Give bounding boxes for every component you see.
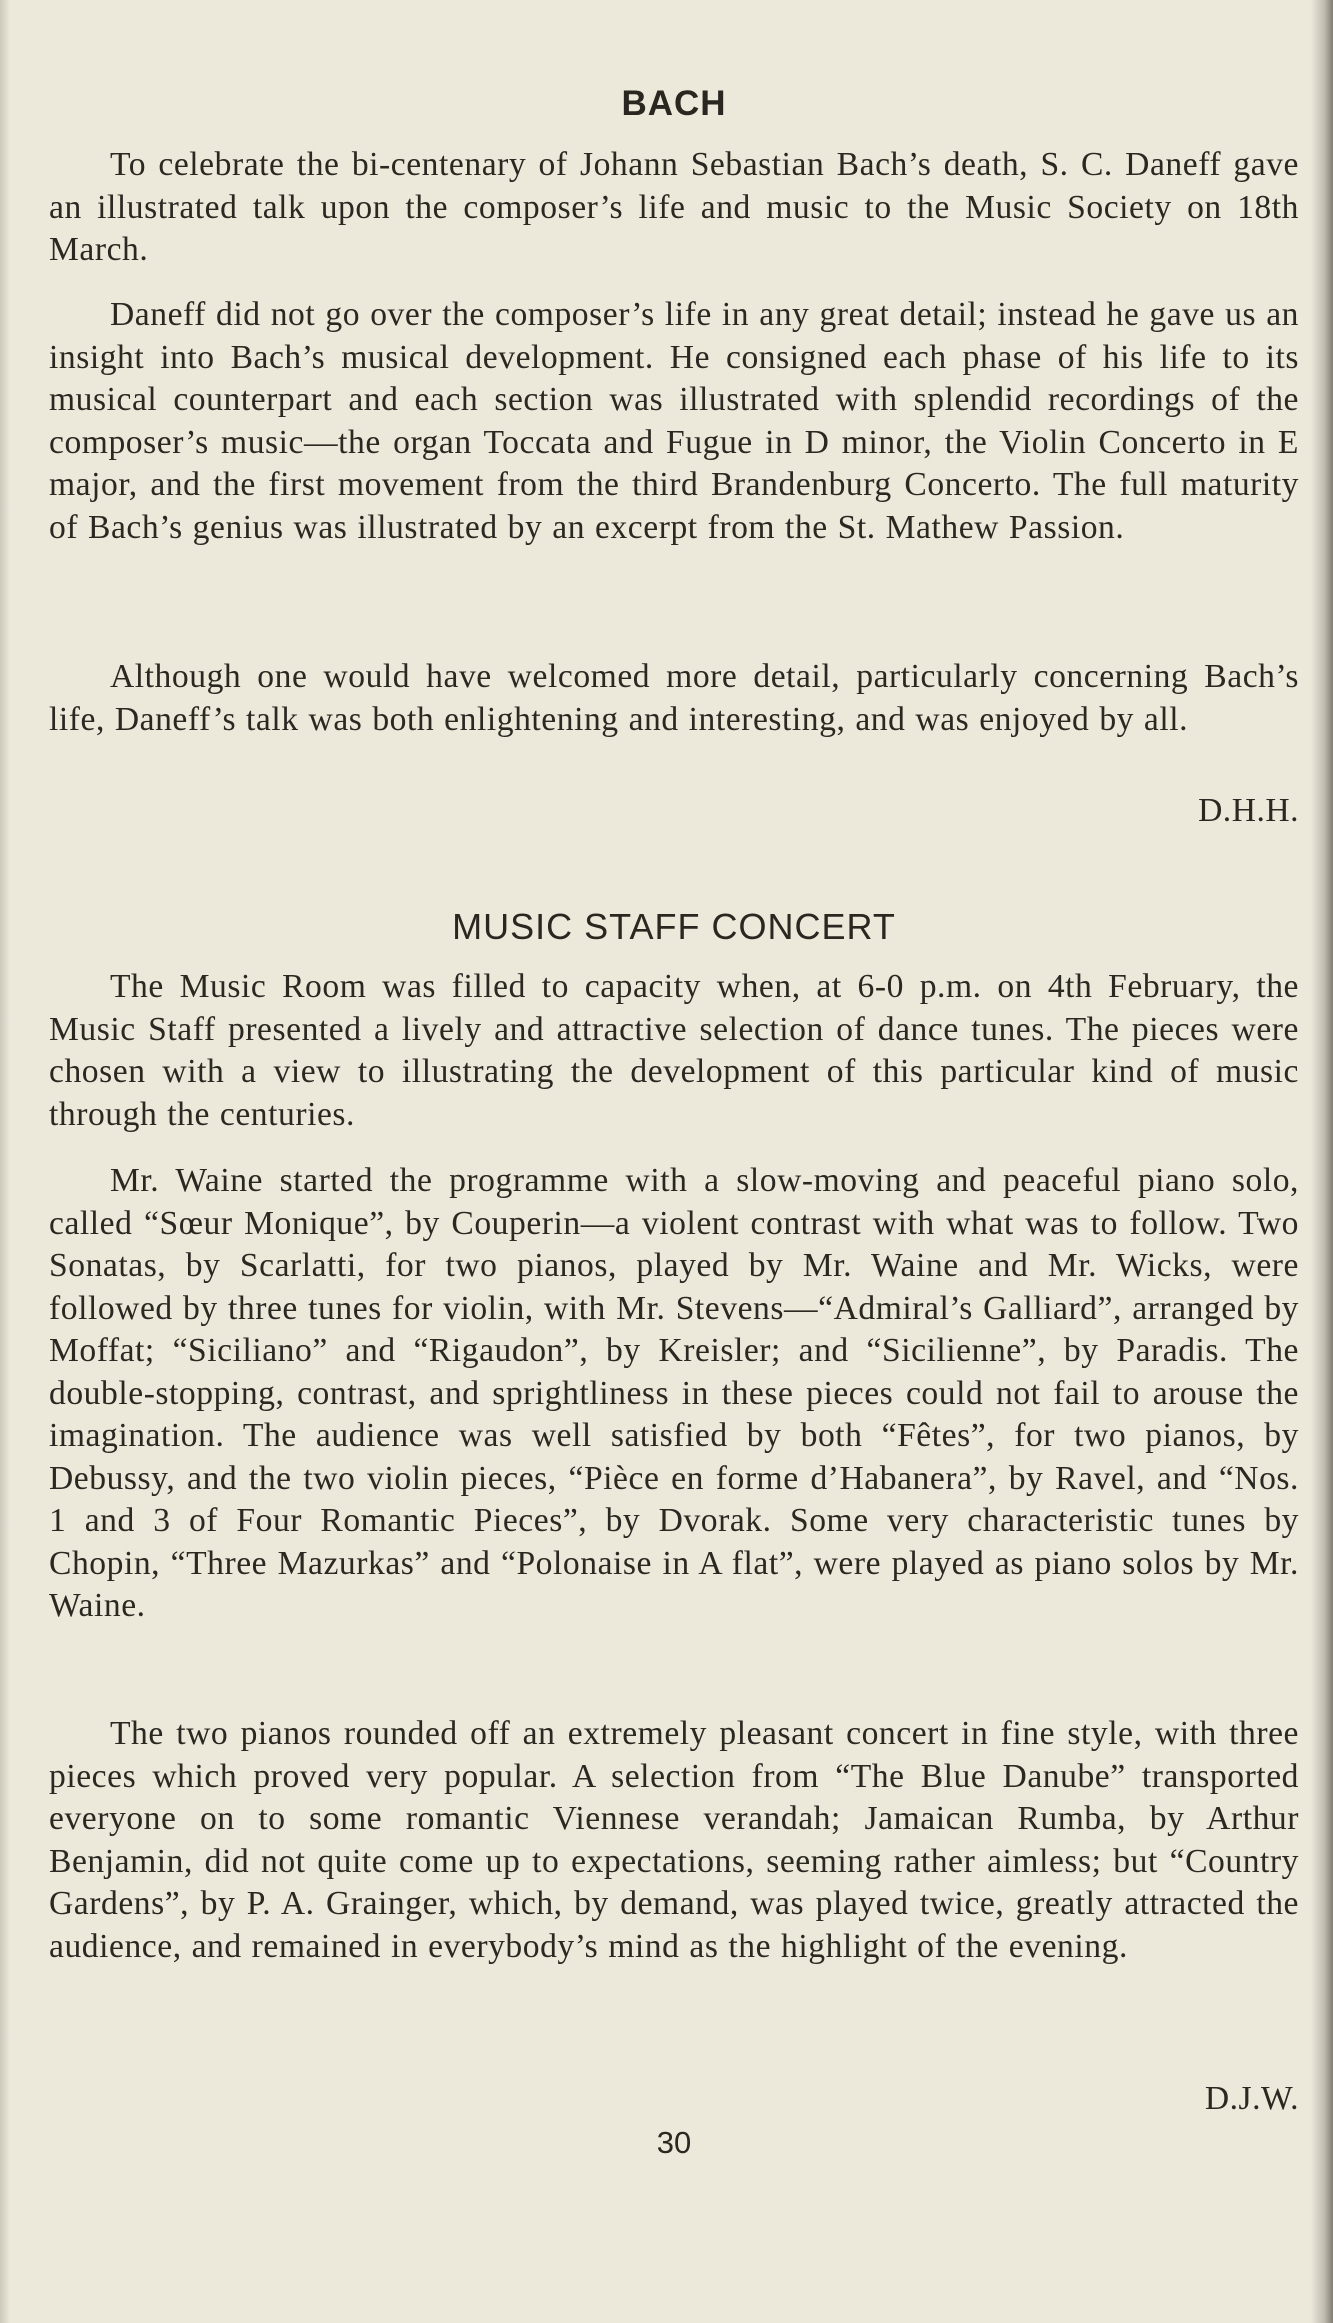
section-title-bach: BACH xyxy=(621,84,727,123)
concert-paragraph-2: Mr. Waine started the programme with a slow-moving and peaceful piano solo, called “Sœur Monique”, by Couperin—a violent contrast with what was to follow. Two Sonatas, by Scarlatti, for two pianos, played by Mr. Waine and Mr. Wicks, were followed by three tunes for violin, with Mr. Stevens—“Admiral’s Galliard”, arranged by Moffat; “Siciliano” and “Rigaudon”, by Kreisler; and “Sicilienne”, by Paradis. The double-stopping, contrast, and sprightliness in these pieces could not fail to arouse the imagination. The audience was well satisfied by both “Fêtes”, for two pianos, by Debussy, and the two violin pieces, “Pièce en forme d’Habanera”, by Ravel, and “Nos. 1 and 3 of Four Romantic Pieces”, by Dvorak. Some very characteristic tunes by Chopin, “Three Mazurkas” and “Polonaise in A flat”, were played as piano solos by Mr. Waine. xyxy=(49,1162,1299,1624)
concert-paragraph-3: The two pianos rounded off an extremely pleasant concert in fine style, with three pieces which proved very popular. A selection from “The Blue Danube” transported everyone on to some romantic Viennese verandah; Jamaican Rumba, by Arthur Benjamin, did not quite come up to expectations, seeming rather aimless; but “Country Gardens”, by P. A. Grainger, which, by demand, was played twice, greatly attracted the audience, and remained in everybody’s mind as the highlight of the evening. xyxy=(49,1715,1299,1965)
concert-paragraph-1: The Music Room was filled to capacity when, at 6-0 p.m. on 4th February, the Music Staff presented a lively and attractive selection of dance tunes. The pieces were chosen with a view to illustrating the development of this particular kind of music through the centuries. xyxy=(49,968,1299,1133)
concert-signature: D.J.W. xyxy=(1204,2080,1299,2117)
page-edge-left xyxy=(0,0,10,2323)
page-edge-right xyxy=(1311,0,1333,2323)
bach-paragraph-3: Although one would have welcomed more detail, particularly concerning Bach’s life, Daneff’s talk was both enlightening and interesting, and was enjoyed by all. xyxy=(49,658,1299,738)
concert-paragraph-1-block xyxy=(49,966,1299,1136)
section-title-music-staff-concert: MUSIC STAFF CONCERT xyxy=(452,906,896,947)
concert-paragraph-3-block xyxy=(49,1713,1299,1968)
page-number: 30 xyxy=(656,2125,692,2160)
concert-paragraph-2-block xyxy=(49,1160,1299,1628)
bach-paragraph-1-block xyxy=(49,144,1299,272)
bach-paragraph-2: Daneff did not go over the composer’s life in any great detail; instead he gave us an insight into Bach’s musical development. He consigned each phase of his life to its musical counterpart and each section was illustrated with splendid recordings of the composer’s music—the organ Toccata and Fugue in D minor, the Violin Concerto in E major, and the first movement from the third Brandenburg Concerto. The full maturity of Bach’s genius was illustrated by an excerpt from the St. Mathew Passion. xyxy=(49,296,1299,546)
bach-paragraph-3-block xyxy=(49,656,1299,741)
bach-paragraph-1: To celebrate the bi-centenary of Johann Sebastian Bach’s death, S. C. Daneff gave an illustrated talk upon the composer’s life and music to the Music Society on 18th March. xyxy=(49,146,1299,268)
bach-signature: D.H.H. xyxy=(1198,792,1299,829)
bach-paragraph-2-block xyxy=(49,294,1299,549)
